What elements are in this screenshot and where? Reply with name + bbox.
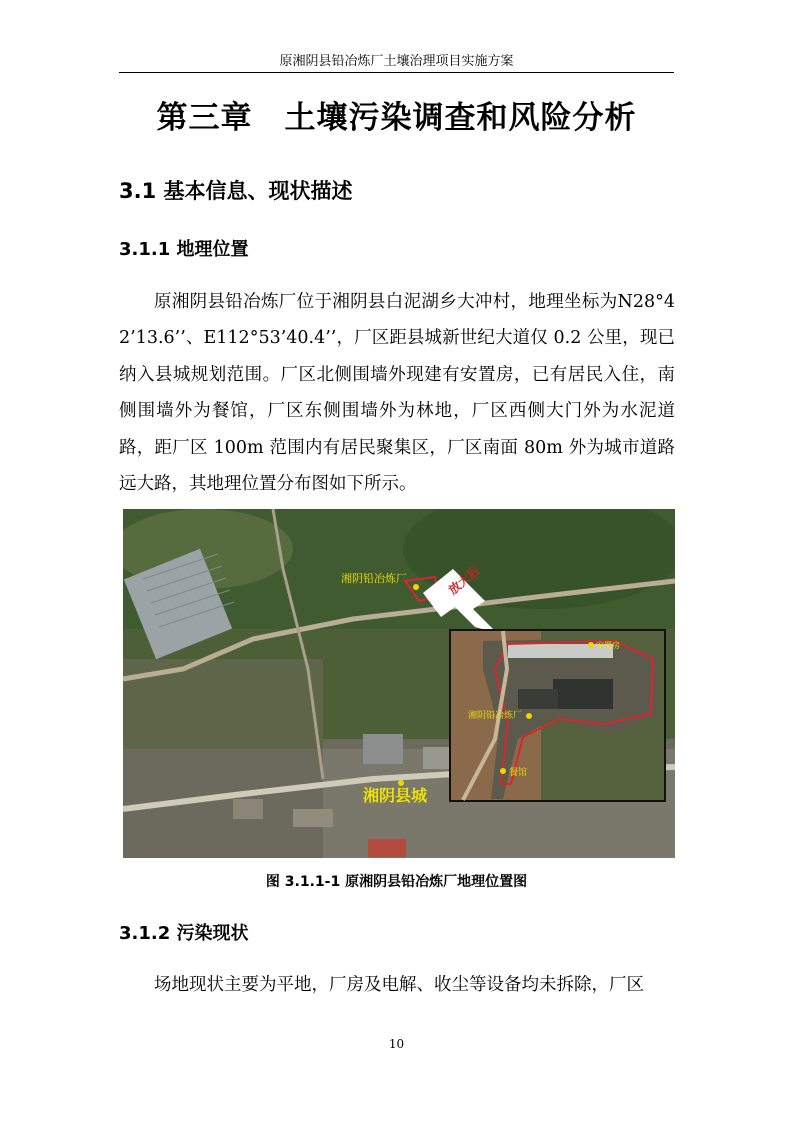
pollution-paragraph: 场地现状主要为平地，厂房及电解、收尘等设备均未拆除，厂区 xyxy=(154,975,644,995)
inset-map xyxy=(450,630,665,801)
page-number: 10 xyxy=(388,1037,405,1051)
header-rule xyxy=(119,72,674,73)
running-header: 原湘阴县铅冶炼厂土壤治理项目实施方案 xyxy=(279,54,514,69)
section-heading-3-1-1: 3.1.1 地理位置 xyxy=(119,239,249,260)
section-heading-3-1: 3.1 基本信息、现状描述 xyxy=(119,179,353,203)
inset-label-housing: 安置房 xyxy=(596,641,620,650)
inset-label-plant: 湘阴铅冶炼厂 xyxy=(468,711,523,721)
section-heading-3-1-2: 3.1.2 污染现状 xyxy=(119,923,249,944)
location-paragraph: 原湘阴县铅冶炼厂位于湘阴县白泥湖乡大冲村，地理坐标为N28°42’13.6’’、E112°53’40.4’’，厂区距县城新世纪大道仅 0.2 公里，现已纳入县城规划范围。厂区北侧围墙外现建有安置房，已有居民入住，南侧围墙外为餐馆，厂区东侧围墙外为林地，厂区西侧大门外为水泥道路，距厂区 100m 范围内有居民聚集区，厂区南面 80m 外为城市道路远大路，其地理位置分布图如下所示。 xyxy=(119,292,675,495)
figure-caption: 图 3.1.1-1 原湘阴县铅冶炼厂地理位置图 xyxy=(265,874,528,890)
map-label-plant: 湘阴铅冶炼厂 xyxy=(341,572,407,585)
inset-label-restaurant: 餐馆 xyxy=(509,768,528,778)
satellite-map xyxy=(123,509,675,858)
zoom-arrow-label: 放大后 xyxy=(445,563,483,598)
satellite-map-figure xyxy=(123,509,675,858)
map-label-county: 湘阴县城 xyxy=(363,786,428,805)
chapter-title: 第三章 土壤污染调查和风险分析 xyxy=(156,100,637,136)
